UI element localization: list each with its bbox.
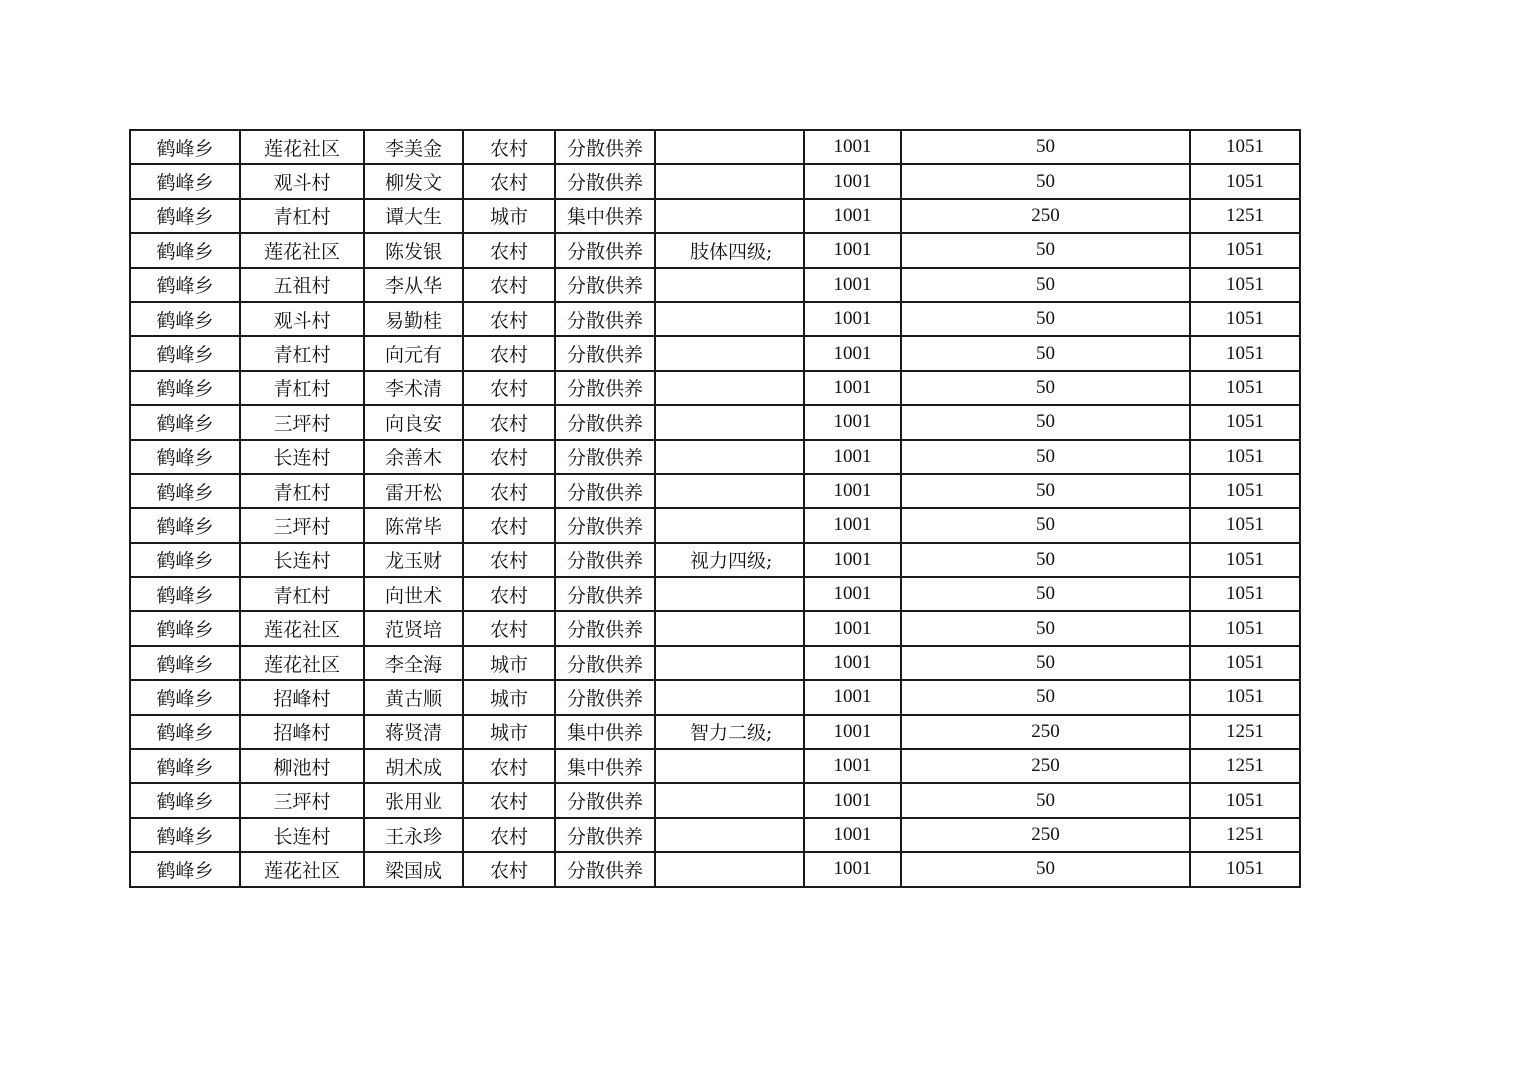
township-cell: 鹤峰乡 bbox=[130, 440, 240, 474]
village-cell: 观斗村 bbox=[240, 302, 364, 336]
total-cell: 1051 bbox=[1190, 646, 1300, 680]
disability-cell bbox=[655, 302, 804, 336]
village-cell: 三坪村 bbox=[240, 783, 364, 817]
village-cell: 莲花社区 bbox=[240, 233, 364, 267]
support-type-cell: 分散供养 bbox=[555, 852, 655, 886]
table-row bbox=[130, 302, 1300, 336]
table-row bbox=[130, 130, 1300, 164]
name-cell: 余善木 bbox=[364, 440, 463, 474]
base-amount-cell: 1001 bbox=[804, 852, 901, 886]
name-cell: 雷开松 bbox=[364, 474, 463, 508]
table-row bbox=[130, 199, 1300, 233]
village-cell: 青杠村 bbox=[240, 577, 364, 611]
residence-type-cell: 农村 bbox=[463, 233, 555, 267]
disability-cell: 智力二级; bbox=[655, 715, 804, 749]
village-cell: 长连村 bbox=[240, 818, 364, 852]
subsidy-cell: 50 bbox=[901, 543, 1190, 577]
support-type-cell: 分散供养 bbox=[555, 474, 655, 508]
disability-cell bbox=[655, 611, 804, 645]
township-cell: 鹤峰乡 bbox=[130, 130, 240, 164]
disability-cell bbox=[655, 199, 804, 233]
name-cell: 胡术成 bbox=[364, 749, 463, 783]
subsidy-cell: 50 bbox=[901, 268, 1190, 302]
table-row bbox=[130, 336, 1300, 370]
village-cell: 青杠村 bbox=[240, 474, 364, 508]
name-cell: 柳发文 bbox=[364, 164, 463, 198]
disability-cell bbox=[655, 818, 804, 852]
residence-type-cell: 农村 bbox=[463, 164, 555, 198]
name-cell: 范贤培 bbox=[364, 611, 463, 645]
village-cell: 莲花社区 bbox=[240, 646, 364, 680]
base-amount-cell: 1001 bbox=[804, 164, 901, 198]
disability-cell bbox=[655, 336, 804, 370]
subsidy-cell: 50 bbox=[901, 440, 1190, 474]
table-row bbox=[130, 474, 1300, 508]
township-cell: 鹤峰乡 bbox=[130, 646, 240, 680]
township-cell: 鹤峰乡 bbox=[130, 680, 240, 714]
township-cell: 鹤峰乡 bbox=[130, 783, 240, 817]
table-row bbox=[130, 680, 1300, 714]
residence-type-cell: 农村 bbox=[463, 577, 555, 611]
township-cell: 鹤峰乡 bbox=[130, 508, 240, 542]
base-amount-cell: 1001 bbox=[804, 130, 901, 164]
disability-cell bbox=[655, 749, 804, 783]
total-cell: 1251 bbox=[1190, 818, 1300, 852]
table-row bbox=[130, 749, 1300, 783]
residence-type-cell: 农村 bbox=[463, 543, 555, 577]
base-amount-cell: 1001 bbox=[804, 199, 901, 233]
township-cell: 鹤峰乡 bbox=[130, 474, 240, 508]
total-cell: 1051 bbox=[1190, 611, 1300, 645]
residence-type-cell: 农村 bbox=[463, 749, 555, 783]
total-cell: 1051 bbox=[1190, 233, 1300, 267]
total-cell: 1051 bbox=[1190, 852, 1300, 886]
village-cell: 莲花社区 bbox=[240, 130, 364, 164]
residence-type-cell: 城市 bbox=[463, 199, 555, 233]
total-cell: 1051 bbox=[1190, 336, 1300, 370]
residence-type-cell: 农村 bbox=[463, 440, 555, 474]
residence-type-cell: 农村 bbox=[463, 818, 555, 852]
disability-cell bbox=[655, 508, 804, 542]
disability-cell: 肢体四级; bbox=[655, 233, 804, 267]
subsidy-cell: 50 bbox=[901, 508, 1190, 542]
name-cell: 李术清 bbox=[364, 371, 463, 405]
township-cell: 鹤峰乡 bbox=[130, 543, 240, 577]
total-cell: 1051 bbox=[1190, 508, 1300, 542]
township-cell: 鹤峰乡 bbox=[130, 336, 240, 370]
table-row bbox=[130, 543, 1300, 577]
subsidy-cell: 50 bbox=[901, 474, 1190, 508]
total-cell: 1051 bbox=[1190, 577, 1300, 611]
total-cell: 1251 bbox=[1190, 749, 1300, 783]
disability-cell bbox=[655, 268, 804, 302]
subsidy-cell: 50 bbox=[901, 302, 1190, 336]
disability-cell bbox=[655, 852, 804, 886]
subsidy-cell: 50 bbox=[901, 233, 1190, 267]
base-amount-cell: 1001 bbox=[804, 646, 901, 680]
residence-type-cell: 农村 bbox=[463, 268, 555, 302]
base-amount-cell: 1001 bbox=[804, 543, 901, 577]
table-row bbox=[130, 818, 1300, 852]
residence-type-cell: 农村 bbox=[463, 611, 555, 645]
total-cell: 1051 bbox=[1190, 164, 1300, 198]
village-cell: 青杠村 bbox=[240, 371, 364, 405]
name-cell: 谭大生 bbox=[364, 199, 463, 233]
name-cell: 向良安 bbox=[364, 405, 463, 439]
base-amount-cell: 1001 bbox=[804, 371, 901, 405]
base-amount-cell: 1001 bbox=[804, 336, 901, 370]
subsidy-cell: 250 bbox=[901, 199, 1190, 233]
support-type-cell: 分散供养 bbox=[555, 818, 655, 852]
base-amount-cell: 1001 bbox=[804, 611, 901, 645]
table-row bbox=[130, 405, 1300, 439]
table-row bbox=[130, 164, 1300, 198]
village-cell: 三坪村 bbox=[240, 508, 364, 542]
base-amount-cell: 1001 bbox=[804, 302, 901, 336]
residence-type-cell: 农村 bbox=[463, 130, 555, 164]
support-type-cell: 分散供养 bbox=[555, 611, 655, 645]
total-cell: 1251 bbox=[1190, 199, 1300, 233]
total-cell: 1051 bbox=[1190, 302, 1300, 336]
subsidy-cell: 250 bbox=[901, 749, 1190, 783]
name-cell: 易勤桂 bbox=[364, 302, 463, 336]
name-cell: 陈发银 bbox=[364, 233, 463, 267]
base-amount-cell: 1001 bbox=[804, 818, 901, 852]
support-type-cell: 分散供养 bbox=[555, 577, 655, 611]
disability-cell bbox=[655, 577, 804, 611]
disability-cell: 视力四级; bbox=[655, 543, 804, 577]
base-amount-cell: 1001 bbox=[804, 233, 901, 267]
name-cell: 梁国成 bbox=[364, 852, 463, 886]
subsidy-cell: 50 bbox=[901, 164, 1190, 198]
support-type-cell: 分散供养 bbox=[555, 680, 655, 714]
table-row bbox=[130, 715, 1300, 749]
disability-cell bbox=[655, 164, 804, 198]
disability-cell bbox=[655, 783, 804, 817]
subsidy-cell: 50 bbox=[901, 680, 1190, 714]
disability-cell bbox=[655, 130, 804, 164]
base-amount-cell: 1001 bbox=[804, 715, 901, 749]
support-type-cell: 分散供养 bbox=[555, 268, 655, 302]
total-cell: 1051 bbox=[1190, 405, 1300, 439]
support-type-cell: 分散供养 bbox=[555, 543, 655, 577]
residence-type-cell: 农村 bbox=[463, 405, 555, 439]
table-row bbox=[130, 646, 1300, 680]
total-cell: 1051 bbox=[1190, 783, 1300, 817]
residence-type-cell: 城市 bbox=[463, 680, 555, 714]
support-type-cell: 分散供养 bbox=[555, 646, 655, 680]
township-cell: 鹤峰乡 bbox=[130, 268, 240, 302]
village-cell: 柳池村 bbox=[240, 749, 364, 783]
village-cell: 观斗村 bbox=[240, 164, 364, 198]
name-cell: 陈常毕 bbox=[364, 508, 463, 542]
residence-type-cell: 城市 bbox=[463, 646, 555, 680]
township-cell: 鹤峰乡 bbox=[130, 715, 240, 749]
name-cell: 向元有 bbox=[364, 336, 463, 370]
township-cell: 鹤峰乡 bbox=[130, 405, 240, 439]
residence-type-cell: 农村 bbox=[463, 336, 555, 370]
subsidy-cell: 50 bbox=[901, 646, 1190, 680]
base-amount-cell: 1001 bbox=[804, 268, 901, 302]
subsidy-cell: 50 bbox=[901, 405, 1190, 439]
base-amount-cell: 1001 bbox=[804, 474, 901, 508]
village-cell: 莲花社区 bbox=[240, 611, 364, 645]
base-amount-cell: 1001 bbox=[804, 749, 901, 783]
name-cell: 龙玉财 bbox=[364, 543, 463, 577]
support-type-cell: 分散供养 bbox=[555, 371, 655, 405]
disability-cell bbox=[655, 440, 804, 474]
township-cell: 鹤峰乡 bbox=[130, 233, 240, 267]
disability-cell bbox=[655, 405, 804, 439]
base-amount-cell: 1001 bbox=[804, 783, 901, 817]
subsidy-cell: 50 bbox=[901, 852, 1190, 886]
subsidy-cell: 50 bbox=[901, 336, 1190, 370]
residence-type-cell: 农村 bbox=[463, 474, 555, 508]
base-amount-cell: 1001 bbox=[804, 405, 901, 439]
table-row bbox=[130, 233, 1300, 267]
village-cell: 招峰村 bbox=[240, 715, 364, 749]
records-body bbox=[130, 130, 1300, 887]
residence-type-cell: 农村 bbox=[463, 852, 555, 886]
total-cell: 1051 bbox=[1190, 474, 1300, 508]
support-type-cell: 分散供养 bbox=[555, 405, 655, 439]
table-row bbox=[130, 508, 1300, 542]
township-cell: 鹤峰乡 bbox=[130, 818, 240, 852]
residence-type-cell: 农村 bbox=[463, 783, 555, 817]
support-type-cell: 分散供养 bbox=[555, 164, 655, 198]
table-row bbox=[130, 611, 1300, 645]
name-cell: 张用业 bbox=[364, 783, 463, 817]
name-cell: 黄古顺 bbox=[364, 680, 463, 714]
subsidy-cell: 50 bbox=[901, 130, 1190, 164]
support-type-cell: 分散供养 bbox=[555, 302, 655, 336]
village-cell: 长连村 bbox=[240, 440, 364, 474]
table-row bbox=[130, 783, 1300, 817]
support-type-cell: 分散供养 bbox=[555, 440, 655, 474]
records-table bbox=[129, 129, 1301, 888]
total-cell: 1051 bbox=[1190, 130, 1300, 164]
table-row bbox=[130, 371, 1300, 405]
support-type-cell: 集中供养 bbox=[555, 199, 655, 233]
total-cell: 1051 bbox=[1190, 371, 1300, 405]
township-cell: 鹤峰乡 bbox=[130, 852, 240, 886]
total-cell: 1051 bbox=[1190, 440, 1300, 474]
support-type-cell: 分散供养 bbox=[555, 508, 655, 542]
residence-type-cell: 农村 bbox=[463, 371, 555, 405]
subsidy-cell: 50 bbox=[901, 783, 1190, 817]
subsidy-cell: 250 bbox=[901, 715, 1190, 749]
township-cell: 鹤峰乡 bbox=[130, 302, 240, 336]
village-cell: 三坪村 bbox=[240, 405, 364, 439]
total-cell: 1051 bbox=[1190, 543, 1300, 577]
residence-type-cell: 城市 bbox=[463, 715, 555, 749]
residence-type-cell: 农村 bbox=[463, 302, 555, 336]
name-cell: 向世术 bbox=[364, 577, 463, 611]
township-cell: 鹤峰乡 bbox=[130, 749, 240, 783]
table-row bbox=[130, 268, 1300, 302]
disability-cell bbox=[655, 646, 804, 680]
base-amount-cell: 1001 bbox=[804, 508, 901, 542]
village-cell: 莲花社区 bbox=[240, 852, 364, 886]
subsidy-cell: 250 bbox=[901, 818, 1190, 852]
name-cell: 李从华 bbox=[364, 268, 463, 302]
base-amount-cell: 1001 bbox=[804, 680, 901, 714]
residence-type-cell: 农村 bbox=[463, 508, 555, 542]
subsidy-cell: 50 bbox=[901, 577, 1190, 611]
support-type-cell: 分散供养 bbox=[555, 783, 655, 817]
support-type-cell: 分散供养 bbox=[555, 336, 655, 370]
village-cell: 青杠村 bbox=[240, 199, 364, 233]
name-cell: 蒋贤清 bbox=[364, 715, 463, 749]
name-cell: 李美金 bbox=[364, 130, 463, 164]
total-cell: 1251 bbox=[1190, 715, 1300, 749]
village-cell: 招峰村 bbox=[240, 680, 364, 714]
name-cell: 王永珍 bbox=[364, 818, 463, 852]
disability-cell bbox=[655, 474, 804, 508]
township-cell: 鹤峰乡 bbox=[130, 611, 240, 645]
table-row bbox=[130, 852, 1300, 886]
support-type-cell: 集中供养 bbox=[555, 715, 655, 749]
name-cell: 李全海 bbox=[364, 646, 463, 680]
base-amount-cell: 1001 bbox=[804, 577, 901, 611]
base-amount-cell: 1001 bbox=[804, 440, 901, 474]
table-row bbox=[130, 577, 1300, 611]
subsidy-cell: 50 bbox=[901, 371, 1190, 405]
disability-cell bbox=[655, 371, 804, 405]
township-cell: 鹤峰乡 bbox=[130, 199, 240, 233]
support-type-cell: 分散供养 bbox=[555, 130, 655, 164]
village-cell: 长连村 bbox=[240, 543, 364, 577]
township-cell: 鹤峰乡 bbox=[130, 577, 240, 611]
subsidy-cell: 50 bbox=[901, 611, 1190, 645]
village-cell: 青杠村 bbox=[240, 336, 364, 370]
table-row bbox=[130, 440, 1300, 474]
support-type-cell: 分散供养 bbox=[555, 233, 655, 267]
disability-cell bbox=[655, 680, 804, 714]
village-cell: 五祖村 bbox=[240, 268, 364, 302]
township-cell: 鹤峰乡 bbox=[130, 164, 240, 198]
total-cell: 1051 bbox=[1190, 680, 1300, 714]
total-cell: 1051 bbox=[1190, 268, 1300, 302]
township-cell: 鹤峰乡 bbox=[130, 371, 240, 405]
support-type-cell: 集中供养 bbox=[555, 749, 655, 783]
